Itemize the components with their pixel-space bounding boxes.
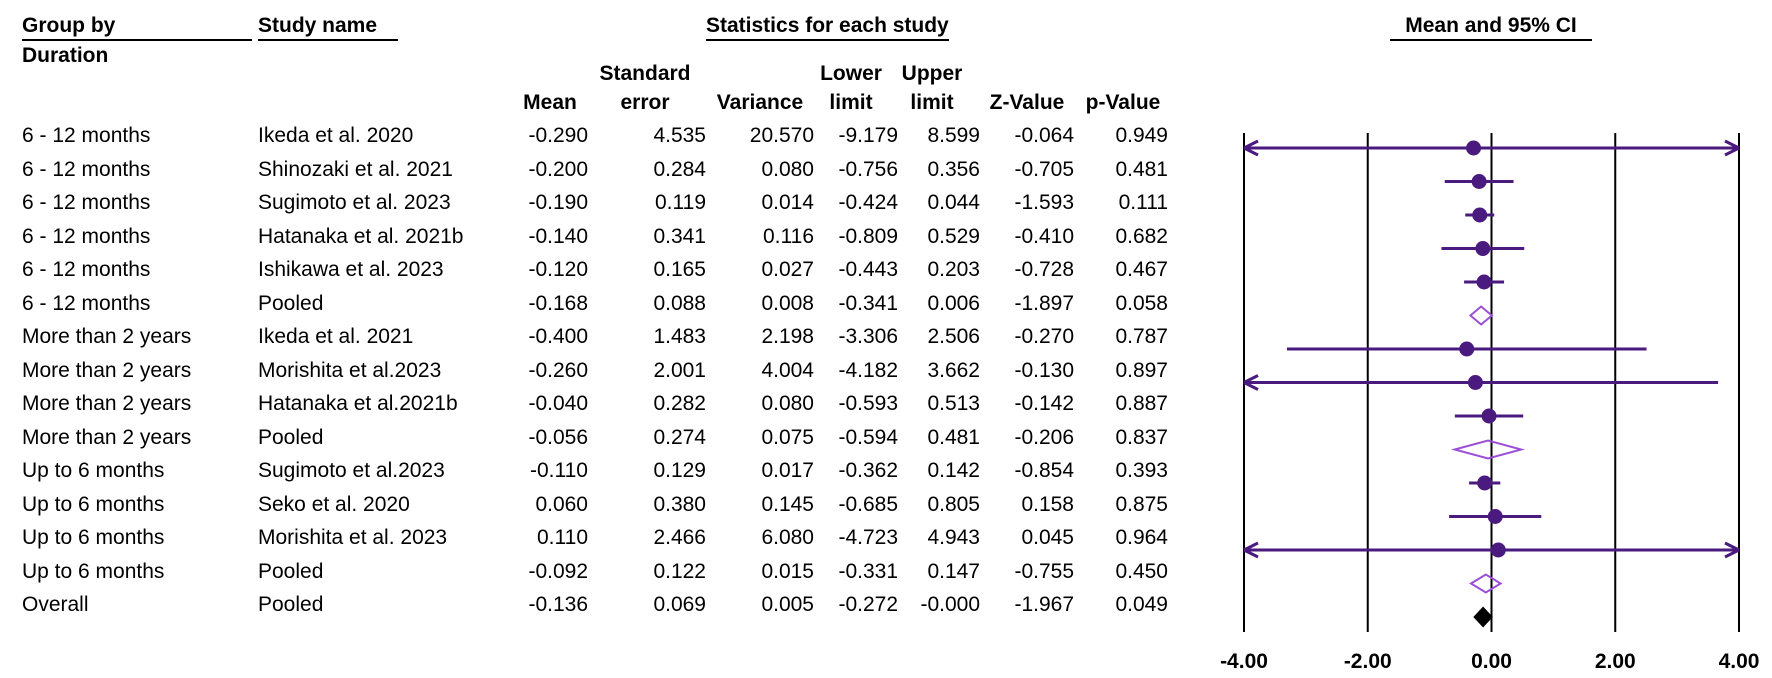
pooled-diamond <box>1470 307 1491 325</box>
point-estimate <box>1482 409 1497 424</box>
cell-upper: 0.529 <box>927 224 980 248</box>
cell-mean: -0.200 <box>528 157 588 181</box>
cell-z: -0.206 <box>1014 425 1074 449</box>
cell-lower: -0.331 <box>838 559 898 583</box>
point-estimate <box>1466 141 1481 156</box>
point-estimate <box>1475 241 1490 256</box>
cell-lower: -0.593 <box>838 392 898 415</box>
col-upper-limit: Upper limit <box>901 62 963 114</box>
cell-p: 0.481 <box>1115 157 1168 181</box>
cell-upper: 0.147 <box>927 559 980 583</box>
cell-variance: 20.570 <box>749 124 814 147</box>
cell-study: Pooled <box>258 425 324 449</box>
cell-group: Up to 6 months <box>22 459 165 482</box>
cell-study: Hatanaka et al.2021b <box>258 392 458 415</box>
point-estimate <box>1472 174 1487 189</box>
cell-z: -0.854 <box>1014 459 1074 482</box>
cell-variance: 0.116 <box>763 224 814 248</box>
cell-study: Ishikawa et al. 2023 <box>258 258 444 281</box>
point-estimate <box>1468 375 1483 390</box>
x-tick-label: -4.00 <box>1220 650 1268 673</box>
cell-se: 0.119 <box>655 191 706 214</box>
col-z-value: Z-Value <box>989 91 1065 114</box>
cell-variance: 0.080 <box>761 157 814 181</box>
cell-group: Up to 6 months <box>22 526 165 549</box>
cell-mean: -0.168 <box>528 291 588 315</box>
cell-upper: 0.481 <box>927 425 980 449</box>
cell-p: 0.682 <box>1115 224 1168 248</box>
cell-study: Shinozaki et al. 2021 <box>258 157 453 181</box>
cell-upper: 2.506 <box>927 325 980 348</box>
cell-study: Hatanaka et al. 2021b <box>258 224 464 248</box>
cell-lower: -0.594 <box>838 425 898 449</box>
cell-z: -1.967 <box>1014 593 1074 616</box>
cell-group: Up to 6 months <box>22 559 165 583</box>
cell-variance: 0.080 <box>761 392 814 415</box>
cell-variance: 0.015 <box>761 559 814 583</box>
cell-z: -0.270 <box>1014 325 1074 348</box>
cell-p: 0.058 <box>1115 291 1168 315</box>
point-estimate <box>1477 476 1492 491</box>
cell-p: 0.111 <box>1118 191 1168 214</box>
cell-study: Morishita et al.2023 <box>258 358 442 382</box>
cell-group: More than 2 years <box>22 325 192 348</box>
cell-variance: 0.005 <box>761 593 814 616</box>
cell-z: -1.897 <box>1014 291 1074 315</box>
header-study-name: Study name <box>258 14 398 41</box>
cell-group: Up to 6 months <box>22 492 165 516</box>
header-group-by: Group by <box>22 14 252 41</box>
cell-group: 6 - 12 months <box>22 191 151 214</box>
cell-se: 0.069 <box>653 593 706 616</box>
cell-group: Overall <box>22 593 89 616</box>
cell-p: 0.949 <box>1115 124 1168 147</box>
cell-mean: -0.190 <box>528 191 588 214</box>
point-estimate <box>1472 208 1487 223</box>
x-tick-label: -2.00 <box>1343 650 1392 673</box>
header-mean-ci: Mean and 95% CI <box>1390 14 1592 41</box>
cell-mean: 0.060 <box>535 492 588 516</box>
cell-z: -1.593 <box>1014 191 1074 214</box>
cell-mean: -0.400 <box>528 325 588 348</box>
cell-group: 6 - 12 months <box>22 291 151 315</box>
pooled-diamond <box>1471 575 1501 593</box>
cell-study: Sugimoto et al. 2023 <box>258 191 451 214</box>
cell-upper: 0.513 <box>927 392 980 415</box>
cell-se: 0.274 <box>653 425 706 449</box>
cell-mean: -0.260 <box>528 358 588 382</box>
cell-group: 6 - 12 months <box>22 224 151 248</box>
cell-group: 6 - 12 months <box>22 124 151 147</box>
cell-group: 6 - 12 months <box>22 157 151 181</box>
cell-z: -0.728 <box>1014 258 1074 281</box>
cell-upper: -0.000 <box>920 593 980 616</box>
cell-variance: 4.004 <box>761 358 814 382</box>
cell-group: More than 2 years <box>22 392 192 415</box>
cell-p: 0.837 <box>1115 425 1168 449</box>
cell-mean: -0.056 <box>528 425 588 449</box>
cell-se: 0.380 <box>653 492 706 516</box>
cell-lower: -9.179 <box>838 124 898 147</box>
cell-p: 0.887 <box>1115 392 1168 415</box>
cell-z: 0.045 <box>1021 526 1074 549</box>
cell-se: 0.122 <box>653 559 706 583</box>
cell-group: More than 2 years <box>22 425 192 449</box>
cell-lower: -3.306 <box>838 325 898 348</box>
cell-p: 0.875 <box>1115 492 1168 516</box>
point-estimate <box>1459 342 1474 357</box>
cell-upper: 0.142 <box>927 459 980 482</box>
cell-lower: -4.182 <box>838 358 898 382</box>
cell-mean: -0.110 <box>530 459 588 482</box>
cell-z: -0.755 <box>1014 559 1074 583</box>
cell-z: -0.142 <box>1014 392 1074 415</box>
cell-se: 2.001 <box>653 358 706 382</box>
cell-lower: -0.809 <box>838 224 898 248</box>
cell-p: 0.393 <box>1115 459 1168 482</box>
point-estimate <box>1491 543 1506 558</box>
cell-study: Seko et al. 2020 <box>258 492 410 516</box>
cell-study: Pooled <box>258 559 324 583</box>
cell-mean: -0.120 <box>528 258 588 281</box>
point-estimate <box>1488 509 1503 524</box>
cell-mean: -0.040 <box>528 392 588 415</box>
cell-p: 0.049 <box>1115 593 1168 616</box>
cell-group: More than 2 years <box>22 358 192 382</box>
cell-variance: 2.198 <box>761 325 814 348</box>
cell-lower: -0.443 <box>838 258 898 281</box>
cell-lower: -0.685 <box>838 492 898 516</box>
cell-lower: -0.756 <box>838 157 898 181</box>
cell-variance: 0.014 <box>761 191 814 214</box>
cell-upper: 4.943 <box>927 526 980 549</box>
cell-mean: -0.290 <box>528 124 588 147</box>
cell-variance: 6.080 <box>761 526 814 549</box>
cell-upper: 0.805 <box>927 492 980 516</box>
cell-mean: 0.110 <box>537 526 588 549</box>
cell-lower: -4.723 <box>838 526 898 549</box>
header-statistics: Statistics for each study <box>706 14 949 41</box>
cell-upper: 8.599 <box>927 124 980 147</box>
cell-se: 0.088 <box>653 291 706 315</box>
cell-variance: 0.075 <box>761 425 814 449</box>
col-standard-error: Standard error <box>599 62 691 114</box>
header-duration: Duration <box>22 44 109 67</box>
cell-se: 1.483 <box>653 325 706 348</box>
cell-p: 0.964 <box>1115 526 1168 549</box>
cell-se: 0.282 <box>653 392 706 415</box>
cell-se: 0.129 <box>653 459 706 482</box>
cell-mean: -0.092 <box>528 559 588 583</box>
x-tick-label: 2.00 <box>1594 650 1636 673</box>
cell-study: Pooled <box>258 291 324 315</box>
cell-lower: -0.272 <box>838 593 898 616</box>
cell-study: Pooled <box>258 593 324 616</box>
cell-upper: 0.044 <box>927 191 980 214</box>
cell-z: -0.410 <box>1014 224 1074 248</box>
cell-upper: 0.006 <box>927 291 980 315</box>
x-tick-label: 0.00 <box>1471 650 1512 673</box>
cell-se: 2.466 <box>653 526 706 549</box>
cell-z: -0.064 <box>1014 124 1074 147</box>
cell-se: 0.341 <box>653 224 706 248</box>
cell-p: 0.467 <box>1115 258 1168 281</box>
cell-study: Sugimoto et al.2023 <box>258 459 445 482</box>
x-tick-label: 4.00 <box>1718 650 1760 673</box>
cell-z: -0.130 <box>1014 358 1074 382</box>
col-mean: Mean <box>523 91 577 114</box>
cell-p: 0.787 <box>1115 325 1168 348</box>
cell-upper: 3.662 <box>927 358 980 382</box>
cell-study: Ikeda et al. 2020 <box>258 124 414 147</box>
cell-group: 6 - 12 months <box>22 258 151 281</box>
cell-z: -0.705 <box>1014 157 1074 181</box>
pooled-diamond <box>1455 441 1522 459</box>
cell-lower: -0.362 <box>838 459 898 482</box>
col-lower-limit: Lower limit <box>820 62 882 114</box>
col-p-value: p-Value <box>1085 91 1161 114</box>
cell-se: 0.165 <box>653 258 706 281</box>
cell-variance: 0.008 <box>761 291 814 315</box>
cell-lower: -0.341 <box>838 291 898 315</box>
point-estimate <box>1477 275 1492 290</box>
cell-mean: -0.136 <box>528 593 588 616</box>
col-variance: Variance <box>716 91 804 114</box>
cell-study: Ikeda et al. 2021 <box>258 325 414 348</box>
cell-variance: 0.145 <box>761 492 814 516</box>
cell-upper: 0.356 <box>927 157 980 181</box>
cell-mean: -0.140 <box>528 224 588 248</box>
cell-study: Morishita et al. 2023 <box>258 526 448 549</box>
cell-z: 0.158 <box>1021 492 1074 516</box>
cell-se: 0.284 <box>653 157 706 181</box>
cell-p: 0.450 <box>1115 559 1168 583</box>
cell-variance: 0.027 <box>761 258 814 281</box>
cell-se: 4.535 <box>653 124 706 147</box>
cell-lower: -0.424 <box>838 191 898 214</box>
pooled-diamond <box>1475 608 1492 626</box>
cell-p: 0.897 <box>1115 358 1168 382</box>
cell-variance: 0.017 <box>761 459 814 482</box>
cell-upper: 0.203 <box>927 258 980 281</box>
